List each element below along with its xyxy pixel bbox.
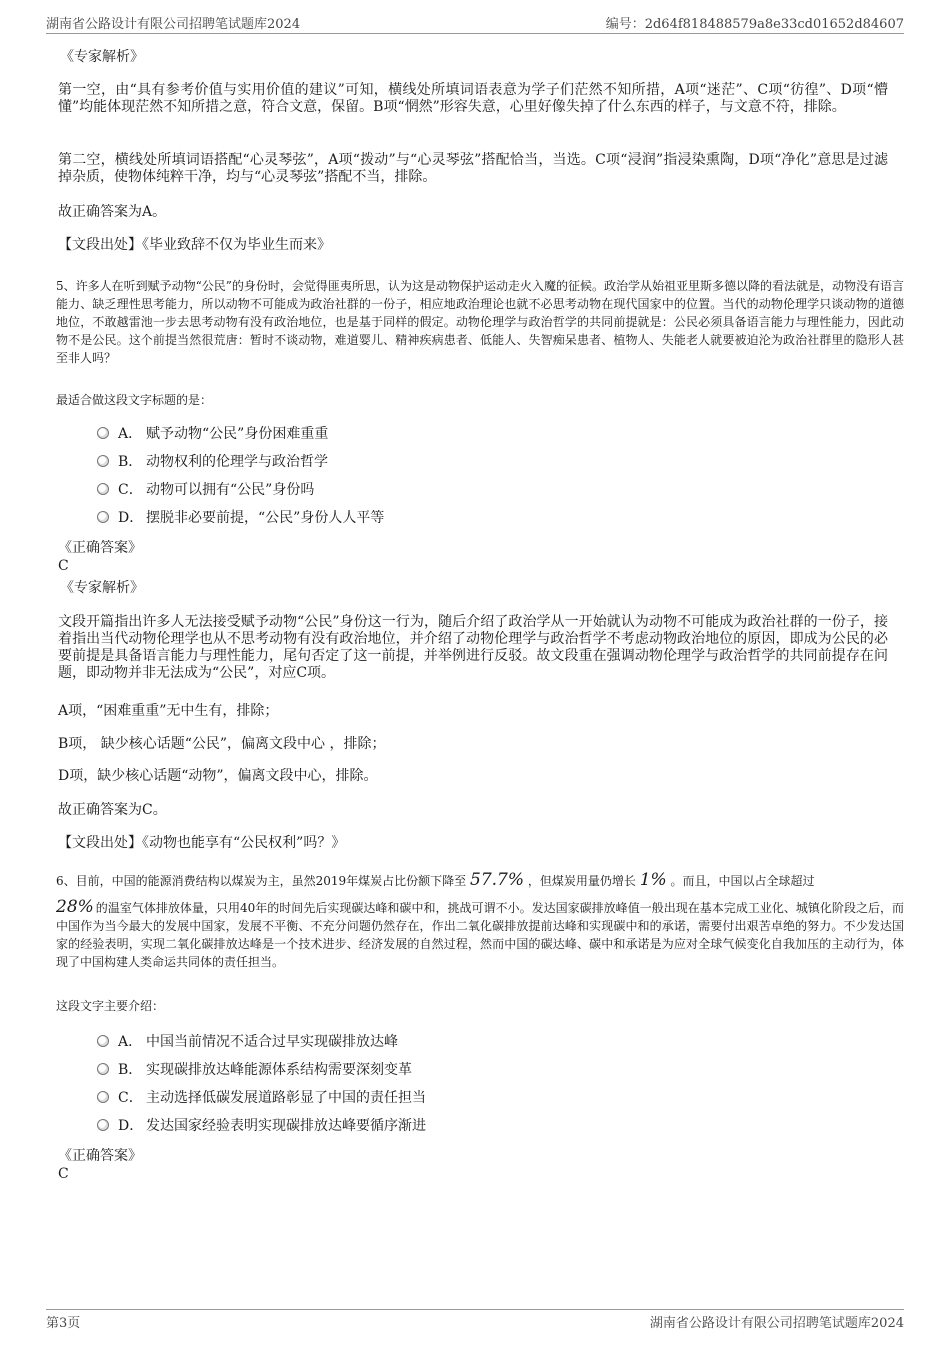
option-letter: C．	[118, 482, 143, 498]
option-letter: D．	[118, 510, 144, 526]
q6-option-c[interactable]	[97, 1088, 426, 1108]
source-citation: 【文段出处】《毕业致辞不仅为毕业生而来》	[58, 237, 331, 253]
expert-analysis-label: 《专家解析》	[60, 580, 144, 596]
page-header	[46, 13, 904, 33]
analysis-paragraph-2: 第二空，横线处所填词语搭配“心灵琴弦”，A项“拨动”与“心灵琴弦”搭配恰当，当选。C项“浸润”指浸染熏陶，D项“净化”意思是过滤掉杂质，使物体纯粹干净，均与“心灵琴弦”搭配不当，排除。	[58, 152, 888, 185]
document-number: 编号：2d64f818488579a8e33cd01652d84607	[605, 17, 904, 32]
footer-title: 湖南省公路设计有限公司招聘笔试题库2024	[649, 1316, 904, 1331]
header-rule	[46, 33, 904, 34]
analysis-paragraph: 文段开篇指出许多人无法接受赋予动物“公民”身份这一行为，随后介绍了政治学从一开始就认为动物不可能成为政治社群的一份子，接着指出当代动物伦理学也从不思考动物有没有政治地位，并介绍了动物伦理学与政治哲学不考虑动物政治地位的原因，即成为公民的必要前提是具备语言能力与理性能力，尾句否定了这一前提，并举例进行反驳。故文段重在强调动物伦理学与政治哲学的共同前提存在问题，即动物并非无法成为“公民”，对应C项。	[58, 614, 888, 681]
question-6-prompt: 这段文字主要介绍：	[56, 999, 165, 1013]
correct-answer-label: 《正确答案》	[58, 1148, 142, 1164]
option-letter: B．	[118, 1062, 143, 1078]
correct-answer: C	[58, 558, 69, 574]
expert-analysis-label: 《专家解析》	[60, 49, 144, 65]
question-5-text: 5、许多人在听到赋予动物“公民”的身份时，会觉得匪夷所思，认为这是动物保护运动走火入魔的征候。政治学从始祖亚里斯多德以降的看法就是，动物没有语言能力、缺乏理性思考能力，所以动物不可能成为政治社群的一份子，相应地政治理论也就不必思考动物在现代国家中的位置。当代的动物伦理学只谈动物的道德地位，不敢越雷池一步去思考动物有没有政治地位，也是基于同样的假定。动物伦理学与政治哲学的共同前提就是：公民必须具备语言能力与理性能力，因此动物不是公民。这个前提当然很荒唐：暂时不谈动物，难道婴儿、精神疾病患者、低能人、失智痴呆患者、植物人、失能老人就要被迫沦为政治社群里的隐形人甚至非人吗？	[56, 279, 904, 365]
analysis-paragraph-1: 第一空，由“具有参考价值与实用价值的建议”可知，横线处所填词语表意为学子们茫然不知所措，A项“迷茫”、C项“彷徨”、D项“懵懂”均能体现茫然不知所措之意，符合文意，保留。B项“惘然”形容失意，心里好像失掉了什么东西的样子，与文意不符，排除。	[58, 82, 888, 115]
note-option-b: B项， 缺少核心话题“公民”，偏离文段中心 ，排除；	[58, 736, 386, 752]
q6-text-segment: 6、目前，中国的能源消费结构以煤炭为主，虽然2019年煤炭占比份额下降至	[56, 874, 467, 888]
percentage-value: 57.7%	[470, 870, 525, 890]
option-text: 发达国家经验表明实现碳排放达峰要循序渐进	[146, 1118, 426, 1134]
option-text: 摆脱非必要前提，“公民”身份人人平等	[146, 510, 385, 526]
option-letter: A．	[118, 1034, 143, 1050]
conclusion: 故正确答案为A。	[58, 204, 167, 220]
radio-icon[interactable]	[97, 427, 109, 439]
correct-answer-label: 《正确答案》	[58, 540, 142, 556]
option-text: 赋予动物“公民”身份困难重重	[146, 426, 329, 442]
radio-icon[interactable]	[97, 483, 109, 495]
note-option-d: D项，缺少核心话题“动物”，偏离文段中心，排除。	[58, 768, 378, 784]
radio-icon[interactable]	[97, 1035, 109, 1047]
q6-text-segment: ，但煤炭用量仍增长	[527, 874, 636, 888]
percentage-value: 1%	[639, 870, 667, 890]
option-text: 实现碳排放达峰能源体系结构需要深刻变革	[146, 1062, 412, 1078]
conclusion: 故正确答案为C。	[58, 802, 167, 818]
question-6-text	[56, 898, 904, 971]
option-letter: A．	[118, 426, 143, 442]
percentage-value: 28%	[56, 897, 94, 917]
radio-icon[interactable]	[97, 1091, 109, 1103]
option-letter: B．	[118, 454, 143, 470]
footer-rule	[46, 1309, 904, 1310]
question-5-prompt: 最适合做这段文字标题的是：	[56, 393, 213, 407]
option-text: 动物权利的伦理学与政治哲学	[146, 454, 328, 470]
option-text: 中国当前情况不适合过早实现碳排放达峰	[146, 1034, 398, 1050]
q5-option-b[interactable]	[97, 452, 328, 472]
option-text: 主动选择低碳发展道路彰显了中国的责任担当	[146, 1090, 426, 1106]
header-title: 湖南省公路设计有限公司招聘笔试题库2024	[46, 17, 301, 32]
q5-option-d[interactable]	[97, 508, 384, 528]
q6-option-b[interactable]	[97, 1060, 412, 1080]
source-citation: 【文段出处】《动物也能享有“公民权利”吗？》	[58, 835, 346, 851]
q5-option-c[interactable]	[97, 480, 314, 500]
q6-text-segment: 。而且，中国以占全球超过	[670, 874, 815, 888]
radio-icon[interactable]	[97, 455, 109, 467]
page-number: 第3页	[46, 1316, 81, 1331]
radio-icon[interactable]	[97, 511, 109, 523]
q6-option-a[interactable]	[97, 1032, 398, 1052]
option-letter: D．	[118, 1118, 144, 1134]
q5-option-a[interactable]	[97, 424, 328, 444]
radio-icon[interactable]	[97, 1119, 109, 1131]
note-option-a: A项，“困难重重”无中生有，排除；	[58, 703, 279, 719]
option-text: 动物可以拥有“公民”身份吗	[146, 482, 315, 498]
radio-icon[interactable]	[97, 1063, 109, 1075]
q6-text-segment: 的温室气体排放体量，只用40年的时间先后实现碳达峰和碳中和，挑战可谓不小。发达国家碳排放峰值一般出现在基本完成工业化、城镇化阶段之后，而中国作为当今最大的发展中国家，发展不平衡、不充分问题仍然存在，作出二氧化碳排放提前达峰和实现碳中和的承诺，需要付出艰苦卓绝的努力。不少发达国家的经验表明，实现二氧化碳排放达峰是一个技术进步、经济发展的自然过程，然而中国的碳达峰、碳中和承诺是为应对全球气候变化自我加压的主动行为，体现了中国构建人类命运共同体的责任担当。	[56, 901, 904, 969]
q6-option-d[interactable]	[97, 1116, 426, 1136]
correct-answer: C	[58, 1166, 69, 1182]
question-6-line-1	[56, 871, 904, 890]
option-letter: C．	[118, 1090, 143, 1106]
page-footer	[46, 1312, 904, 1332]
